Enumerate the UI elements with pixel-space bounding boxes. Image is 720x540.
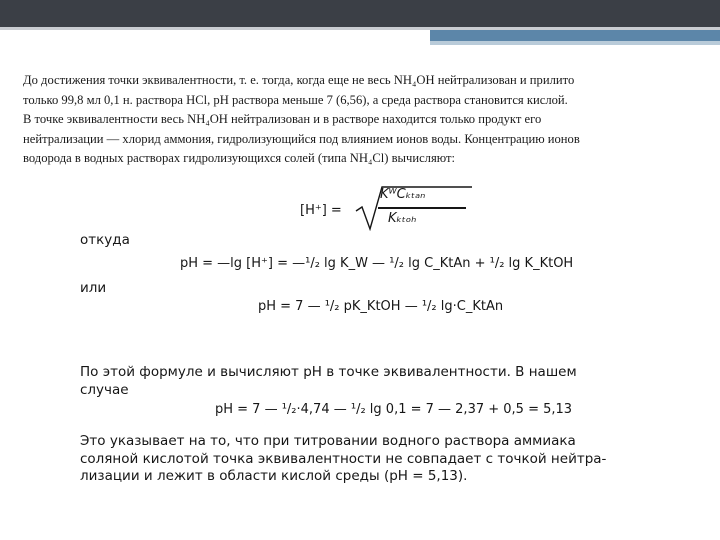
word-ili: или: [80, 280, 107, 296]
top-bar-accent: [430, 30, 720, 41]
top-bar-accent-light: [430, 41, 720, 45]
intro-line: нейтрализации — хлорид аммония, гидролизующийся под влиянием ионов воды. Концентрацию ионов: [23, 131, 580, 146]
formula-lhs: [H⁺] =: [300, 203, 342, 218]
paragraph-line: соляной кислотой точка эквивалентности не совпадает с точкой нейтра-: [80, 450, 607, 467]
paragraph-conclusion: [80, 433, 643, 486]
paragraph-line: По этой формуле и вычисляют pH в точке эквивалентности. В нашем: [80, 364, 577, 380]
intro-line: До достижения точки эквивалентности, т. е. тогда, когда еще не весь NH₄OH нейтрализован и прилито: [23, 73, 575, 87]
ph-calculation: pH = 7 — ¹/₂·4,74 — ¹/₂ lg 0,1 = 7 — 2,37 + 0,5 = 5,13: [215, 402, 573, 417]
ph-equation-2: pH = 7 — ¹/₂ pK_KtOH — ¹/₂ lg·C_KtAn: [258, 299, 504, 314]
intro-paragraph: [23, 71, 693, 169]
paragraph-line: лизации и лежит в области кислой среды (pH = 5,13).: [80, 468, 468, 484]
intro-line: В точке эквивалентности весь NH₄OH нейтрализован и в растворе находится только продукт его: [23, 112, 542, 126]
paragraph-line: Это указывает на то, что при титровании водного раствора аммиака: [80, 433, 576, 449]
top-bar: [0, 0, 720, 27]
formula-numerator: KᵂCₖₜₐₙ: [380, 187, 426, 202]
paragraph-line: случае: [80, 381, 129, 398]
word-otkuda: откуда: [80, 232, 130, 248]
fraction-bar: [378, 207, 466, 209]
intro-line: водорода в водных растворах гидролизующихся солей (типа NH₄Cl) вычисляют:: [23, 151, 455, 165]
paragraph-formula-usage: [80, 364, 643, 399]
formula-denominator: Kₖₜₒₕ: [388, 211, 417, 226]
ph-equation-1: pH = —lg [H⁺] = —¹/₂ lg K_W — ¹/₂ lg C_KtAn + ¹/₂ lg K_KtOH: [180, 256, 574, 271]
intro-line: только 99,8 мл 0,1 н. раствора HCl, pH раствора меньше 7 (6,56), а среда раствора становится кислой.: [23, 92, 568, 107]
hydrogen-ion-formula: [300, 185, 470, 231]
